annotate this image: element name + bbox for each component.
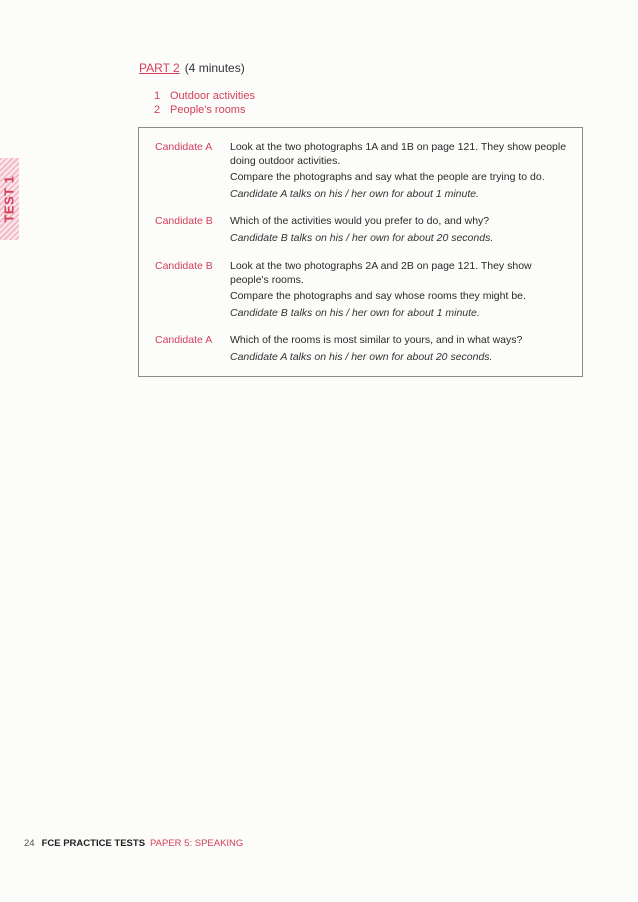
part-label: PART 2 [139,61,180,75]
side-tab-label: TEST 1 [1,175,17,223]
task-body [230,215,570,248]
task-note: Candidate B talks on his / her own for about 20 seconds. [230,231,494,244]
task-instruction: Compare the photographs and say what the people are trying to do. [230,171,545,183]
topic-item [154,103,255,117]
topic-number: 2 [154,104,161,116]
page-number: 24 [24,838,35,849]
part-duration: (4 minutes) [184,61,245,75]
topic-list [154,89,255,117]
part-heading [139,61,245,75]
task-instruction: Look at the two photographs 1A and 1B on page 121. They show people doing outdoor activities. [230,141,567,167]
topic-item [154,89,255,103]
topic-number: 1 [154,90,161,102]
task-body [230,141,570,204]
candidate-label: Candidate B [155,260,213,272]
book-title: FCE PRACTICE TESTS [41,838,146,849]
task-instruction: Look at the two photographs 2A and 2B on page 121. They show people's rooms. [230,260,532,286]
paper-title: PAPER 5: SPEAKING [150,838,244,849]
task-body [230,334,570,367]
task-body [230,260,570,323]
task-note: Candidate A talks on his / her own for about 20 seconds. [230,350,493,363]
task-note: Candidate B talks on his / her own for about 1 minute. [230,306,480,319]
topic-label: Outdoor activities [170,90,255,102]
task-instruction: Compare the photographs and say whose rooms they might be. [230,290,526,302]
candidate-label: Candidate B [155,215,213,227]
task-note: Candidate A talks on his / her own for about 1 minute. [230,187,480,200]
page-footer [24,838,243,849]
task-instruction: Which of the rooms is most similar to yours, and in what ways? [230,334,523,346]
topic-label: People's rooms [170,104,246,116]
candidate-label: Candidate A [155,141,213,153]
task-instruction: Which of the activities would you prefer to do, and why? [230,215,490,227]
task-box [138,127,583,377]
candidate-label: Candidate A [155,334,213,346]
